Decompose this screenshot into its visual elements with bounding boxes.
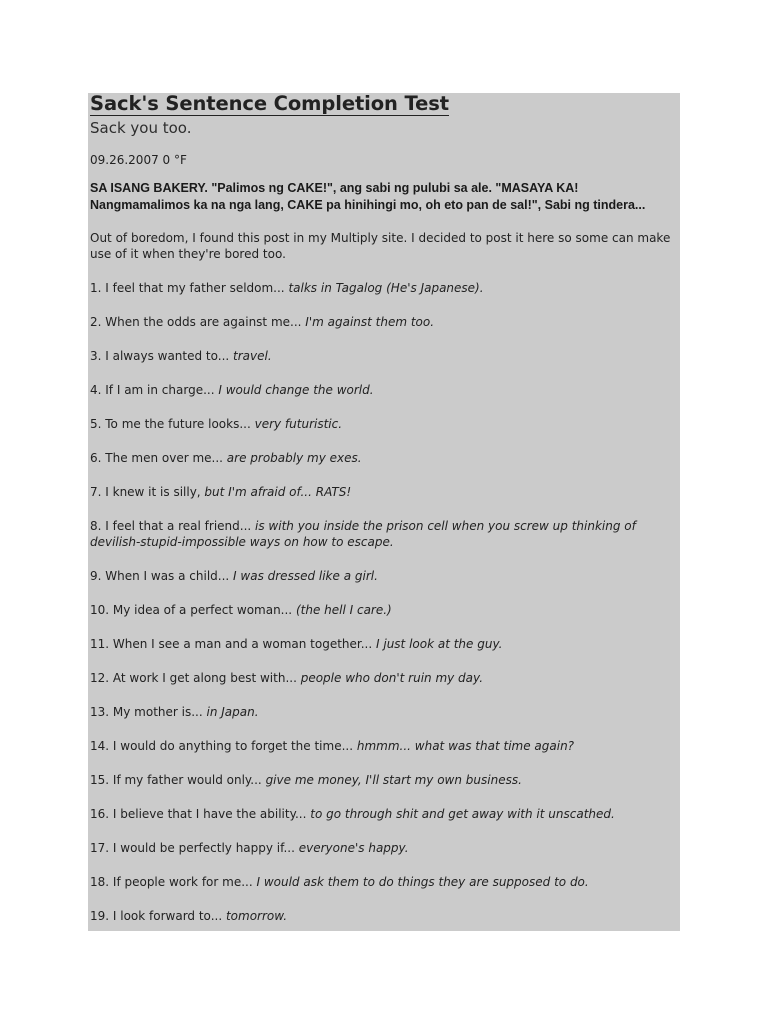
- item-answer: people who don't ruin my day.: [300, 671, 484, 685]
- intro-joke: SA ISANG BAKERY. "Palimos ng CAKE!", ang sabi ng pulubi sa ale. "MASAYA KA! Nangmamalimos ka na nga lang, CAKE pa hinihingi mo, oh eto pan de sal!", Sabi ng tindera...: [90, 181, 646, 212]
- list-item: [90, 908, 674, 924]
- item-prompt: 13. My mother is...: [90, 705, 207, 719]
- date-line: 09.26.2007 0 °F: [90, 153, 187, 167]
- item-prompt: 10. My idea of a perfect woman...: [90, 603, 296, 617]
- item-answer: very futuristic.: [254, 417, 343, 431]
- item-prompt: 9. When I was a child...: [90, 569, 234, 583]
- item-prompt: 1. I feel that my father seldom...: [90, 281, 289, 295]
- item-prompt: 17. I would be perfectly happy if...: [90, 841, 299, 855]
- item-answer: but I'm afraid of... RATS!: [204, 485, 352, 499]
- item-prompt: 3. I always wanted to...: [90, 349, 234, 363]
- page-title: Sack's Sentence Completion Test: [90, 92, 449, 115]
- item-prompt: 7. I knew it is silly,: [90, 485, 205, 499]
- item-answer: in Japan.: [206, 705, 259, 719]
- list-item: [90, 874, 674, 890]
- list-item: [90, 382, 674, 398]
- item-answer: (the hell I care.): [295, 603, 392, 617]
- list-item: [90, 602, 674, 618]
- list-item: [90, 518, 674, 550]
- list-item: [90, 568, 674, 584]
- item-answer: I would change the world.: [218, 383, 374, 397]
- list-item: [90, 314, 674, 330]
- item-answer: are probably my exes.: [226, 451, 362, 465]
- item-prompt: 12. At work I get along best with...: [90, 671, 301, 685]
- item-answer: I'm against them too.: [305, 315, 435, 329]
- item-prompt: 2. When the odds are against me...: [90, 315, 306, 329]
- item-answer: to go through shit and get away with it unscathed.: [310, 807, 615, 821]
- list-item: [90, 348, 674, 364]
- item-prompt: 8. I feel that a real friend...: [90, 519, 256, 533]
- item-prompt: 14. I would do anything to forget the time...: [90, 739, 357, 753]
- sentence-list: [90, 280, 674, 924]
- list-item: [90, 738, 674, 754]
- page-subtitle: Sack you too.: [90, 119, 192, 137]
- list-item: [90, 806, 674, 822]
- item-prompt: 11. When I see a man and a woman together...: [90, 637, 376, 651]
- item-answer: I just look at the guy.: [376, 637, 503, 651]
- list-item: [90, 772, 674, 788]
- item-answer: travel.: [233, 349, 272, 363]
- list-item: [90, 450, 674, 466]
- item-prompt: 16. I believe that I have the ability...: [90, 807, 311, 821]
- list-item: [90, 840, 674, 856]
- item-prompt: 19. I look forward to...: [90, 909, 226, 923]
- item-prompt: 4. If I am in charge...: [90, 383, 219, 397]
- list-item: [90, 636, 674, 652]
- item-prompt: 5. To me the future looks...: [90, 417, 255, 431]
- item-answer: I would ask them to do things they are supposed to do.: [256, 875, 589, 889]
- item-answer: tomorrow.: [225, 909, 288, 923]
- document-panel: [88, 93, 680, 931]
- item-answer: hmmm... what was that time again?: [356, 739, 575, 753]
- item-prompt: 18. If people work for me...: [90, 875, 257, 889]
- item-answer: is with you inside the prison cell when you screw up thinking of devilish-stupid-impossible ways on how to escape.: [90, 519, 636, 549]
- list-item: [90, 670, 674, 686]
- item-answer: talks in Tagalog (He's Japanese).: [288, 281, 484, 295]
- list-item: [90, 280, 674, 296]
- item-prompt: 15. If my father would only...: [90, 773, 266, 787]
- item-prompt: 6. The men over me...: [90, 451, 227, 465]
- list-item: [90, 416, 674, 432]
- item-answer: everyone's happy.: [298, 841, 409, 855]
- list-item: [90, 484, 674, 500]
- item-answer: I was dressed like a girl.: [233, 569, 378, 583]
- list-item: [90, 704, 674, 720]
- item-answer: give me money, I'll start my own business.: [265, 773, 522, 787]
- intro-paragraph: Out of boredom, I found this post in my Multiply site. I decided to post it here so some can make use of it when they're bored too.: [90, 231, 671, 261]
